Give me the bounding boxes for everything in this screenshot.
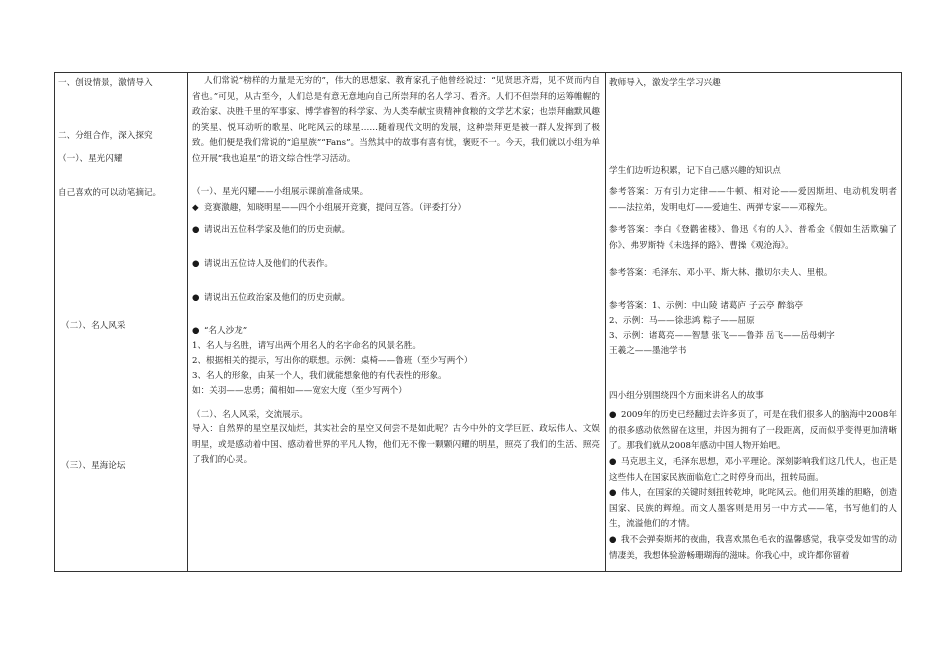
story-2 bbox=[609, 455, 897, 486]
question-2 bbox=[192, 257, 333, 271]
diamond-bullet-icon: ◆ bbox=[192, 203, 199, 213]
step-2c-heading: （三）、星海论坛 bbox=[61, 461, 126, 471]
salon-item-4: 如：关羽——忠勇；蔺相如——宽宏大度（至少写两个） bbox=[192, 386, 407, 396]
salon-title bbox=[192, 324, 247, 338]
section-1-title: （一）、星光闪耀——小组展示课前准备成果。 bbox=[192, 187, 369, 197]
competition-text: 竞赛激趣，知晓明星——四个小组展开竞赛，提问互答。（评委打分） bbox=[204, 203, 467, 213]
answer-politicians: 参考答案：毛泽东、邓小平、斯大林、撒切尔夫人、里根。 bbox=[609, 268, 833, 278]
question-1-text: 请说出五位科学家及他们的历史贡献。 bbox=[204, 225, 351, 235]
step-2-heading: 二、分组合作，深入探究 bbox=[58, 131, 153, 141]
step-1-heading: 一、创设情景，激情导入 bbox=[58, 78, 153, 88]
answer-salon-4: 王羲之——墨池学书 bbox=[609, 346, 687, 356]
story-4-text: 我不会弹奏斯邦的夜曲，我喜欢黑色毛衣的温馨感觉，我享受发如雪的动情凄美，我想体验游畅珊瑚海的滋味。你我心中，或许都你留着 bbox=[609, 535, 897, 561]
answer-salon-1: 参考答案：1、示例：中山陵 诸葛庐 子云亭 醉翁亭 bbox=[609, 301, 804, 311]
dot-bullet-icon: ● bbox=[609, 535, 617, 545]
dot-bullet-icon: ● bbox=[609, 457, 617, 467]
dot-bullet-icon: ● bbox=[192, 259, 200, 269]
dot-bullet-icon: ● bbox=[192, 225, 200, 235]
question-1 bbox=[192, 223, 350, 237]
step-2b-heading: （二）、名人风采 bbox=[61, 321, 126, 331]
activities-column bbox=[188, 73, 606, 572]
question-3-text: 请说出五位政治家及他们的历史贡献。 bbox=[204, 293, 351, 303]
answer-poets: 参考答案：李白《登鹳雀楼》、鲁迅《有的人》、普希金《假如生活欺骗了你》、弗罗斯特《未选择的路》、曹操《观沧海》。 bbox=[609, 225, 897, 251]
question-2-text: 请说出五位诗人及他们的代表作。 bbox=[204, 259, 333, 269]
dot-bullet-icon: ● bbox=[609, 488, 617, 498]
lesson-plan-table bbox=[54, 72, 902, 572]
section-2-title: （二）、名人风采，交流展示。 bbox=[192, 410, 309, 420]
salon-item-1: 1、名人与名胜，请写出两个用名人的名字命名的风景名胜。 bbox=[192, 341, 421, 351]
answer-salon-2: 2、示例：马——徐悲鸿 粽子——屈原 bbox=[609, 316, 755, 326]
salon-item-3: 3、名人的形象，由某一个人，我们就能想象他的有代表性的形象。 bbox=[192, 371, 447, 381]
dot-bullet-icon: ● bbox=[609, 410, 617, 420]
story-1-text: 2009年的历史已经翻过去许多页了，可是在我们很多人的脑海中2008年的很多感动依然留在这里，并因为拥有了一段距离，反而似乎变得更加清晰了。那我们就从2008年感动中国人物开始吧。 bbox=[609, 410, 897, 452]
story-1 bbox=[609, 408, 897, 455]
group-story-note: 四小组分别围绕四个方面来讲名人的故事 bbox=[609, 391, 764, 401]
notes-column bbox=[606, 73, 902, 572]
story-3-text: 伟人，在国家的关键时刻扭转乾坤，叱咤风云。他们用英雄的胆略，创造国家、民族的辉煌。而文人墨客则是用另一中方式——笔，书写他们的人生，流溢他们的才情。 bbox=[609, 488, 897, 530]
salon-title-text: “名人沙龙” bbox=[204, 326, 248, 336]
section-2-paragraph: 导入：自然界的星空星汉灿烂，其实社会的星空又何尝不是如此呢？古今中外的文学巨匠、政坛伟人、文娱明星，或是感动着中国、感动着世界的平凡人物，他们无不像一颗颗闪耀的明星，照亮了我们的生活、照亮了我们的心灵。 bbox=[192, 424, 600, 466]
table-row bbox=[55, 73, 902, 572]
answer-scientists: 参考答案：万有引力定律——牛顿、相对论——爱因斯坦、电动机发明者——法拉弟，发明电灯——爱迪生、两弹专家——邓稼先。 bbox=[609, 187, 897, 213]
story-2-text: 马克思主义，毛泽东思想，邓小平理论。深刻影响我们这几代人，也正是这些伟人在国家民族面临危亡之时停身而出，扭转局面。 bbox=[609, 457, 897, 483]
question-3 bbox=[192, 291, 350, 305]
section-1-line bbox=[192, 201, 466, 215]
story-4 bbox=[609, 533, 897, 564]
intro-paragraph: 人们常说“榜样的力量是无穷的”，伟大的思想家、教育家孔子他曾经说过：“见贤思齐焉，见不贤而内自省也。”可见，从古至今，人们总是有意无意地向自己所崇拜的名人学习、看齐。人们不但崇拜的运筹帷幄的政治家、决胜千里的军事家、博学睿智的科学家、为人类奉献宝贵精神食粮的文学艺术家；也崇拜幽默风趣的笑星、悦耳动听的歌星、叱咤风云的球星……随着现代文明的发展，这种崇拜更是被一群人发挥到了极致。他们便是我们常说的“追星族”“Fans”。当然其中的故事有喜有忧，褒贬不一。今天，我们就以小组为单位开展“我也追星”的语文综合性学习活动。 bbox=[192, 76, 600, 164]
student-note: 学生们边听边积累，记下自己感兴趣的知识点 bbox=[609, 166, 781, 176]
step-2a-heading: （一）、星光闪耀 bbox=[58, 154, 123, 164]
answer-salon-3: 3、示例：诸葛亮——智慧 张飞——鲁莽 岳飞——岳母刺字 bbox=[609, 331, 835, 341]
story-3 bbox=[609, 486, 897, 533]
salon-item-2: 2、根据相关的提示，写出你的联想。示例：桌椅——鲁班（至少写两个） bbox=[192, 356, 473, 366]
dot-bullet-icon: ● bbox=[192, 293, 200, 303]
teacher-intro-note: 教师导入，激发学生学习兴趣 bbox=[609, 78, 721, 88]
dot-bullet-icon: ● bbox=[192, 326, 200, 336]
note-text: 自己喜欢的可以动笔摘记。 bbox=[58, 188, 162, 198]
steps-column bbox=[55, 73, 188, 572]
